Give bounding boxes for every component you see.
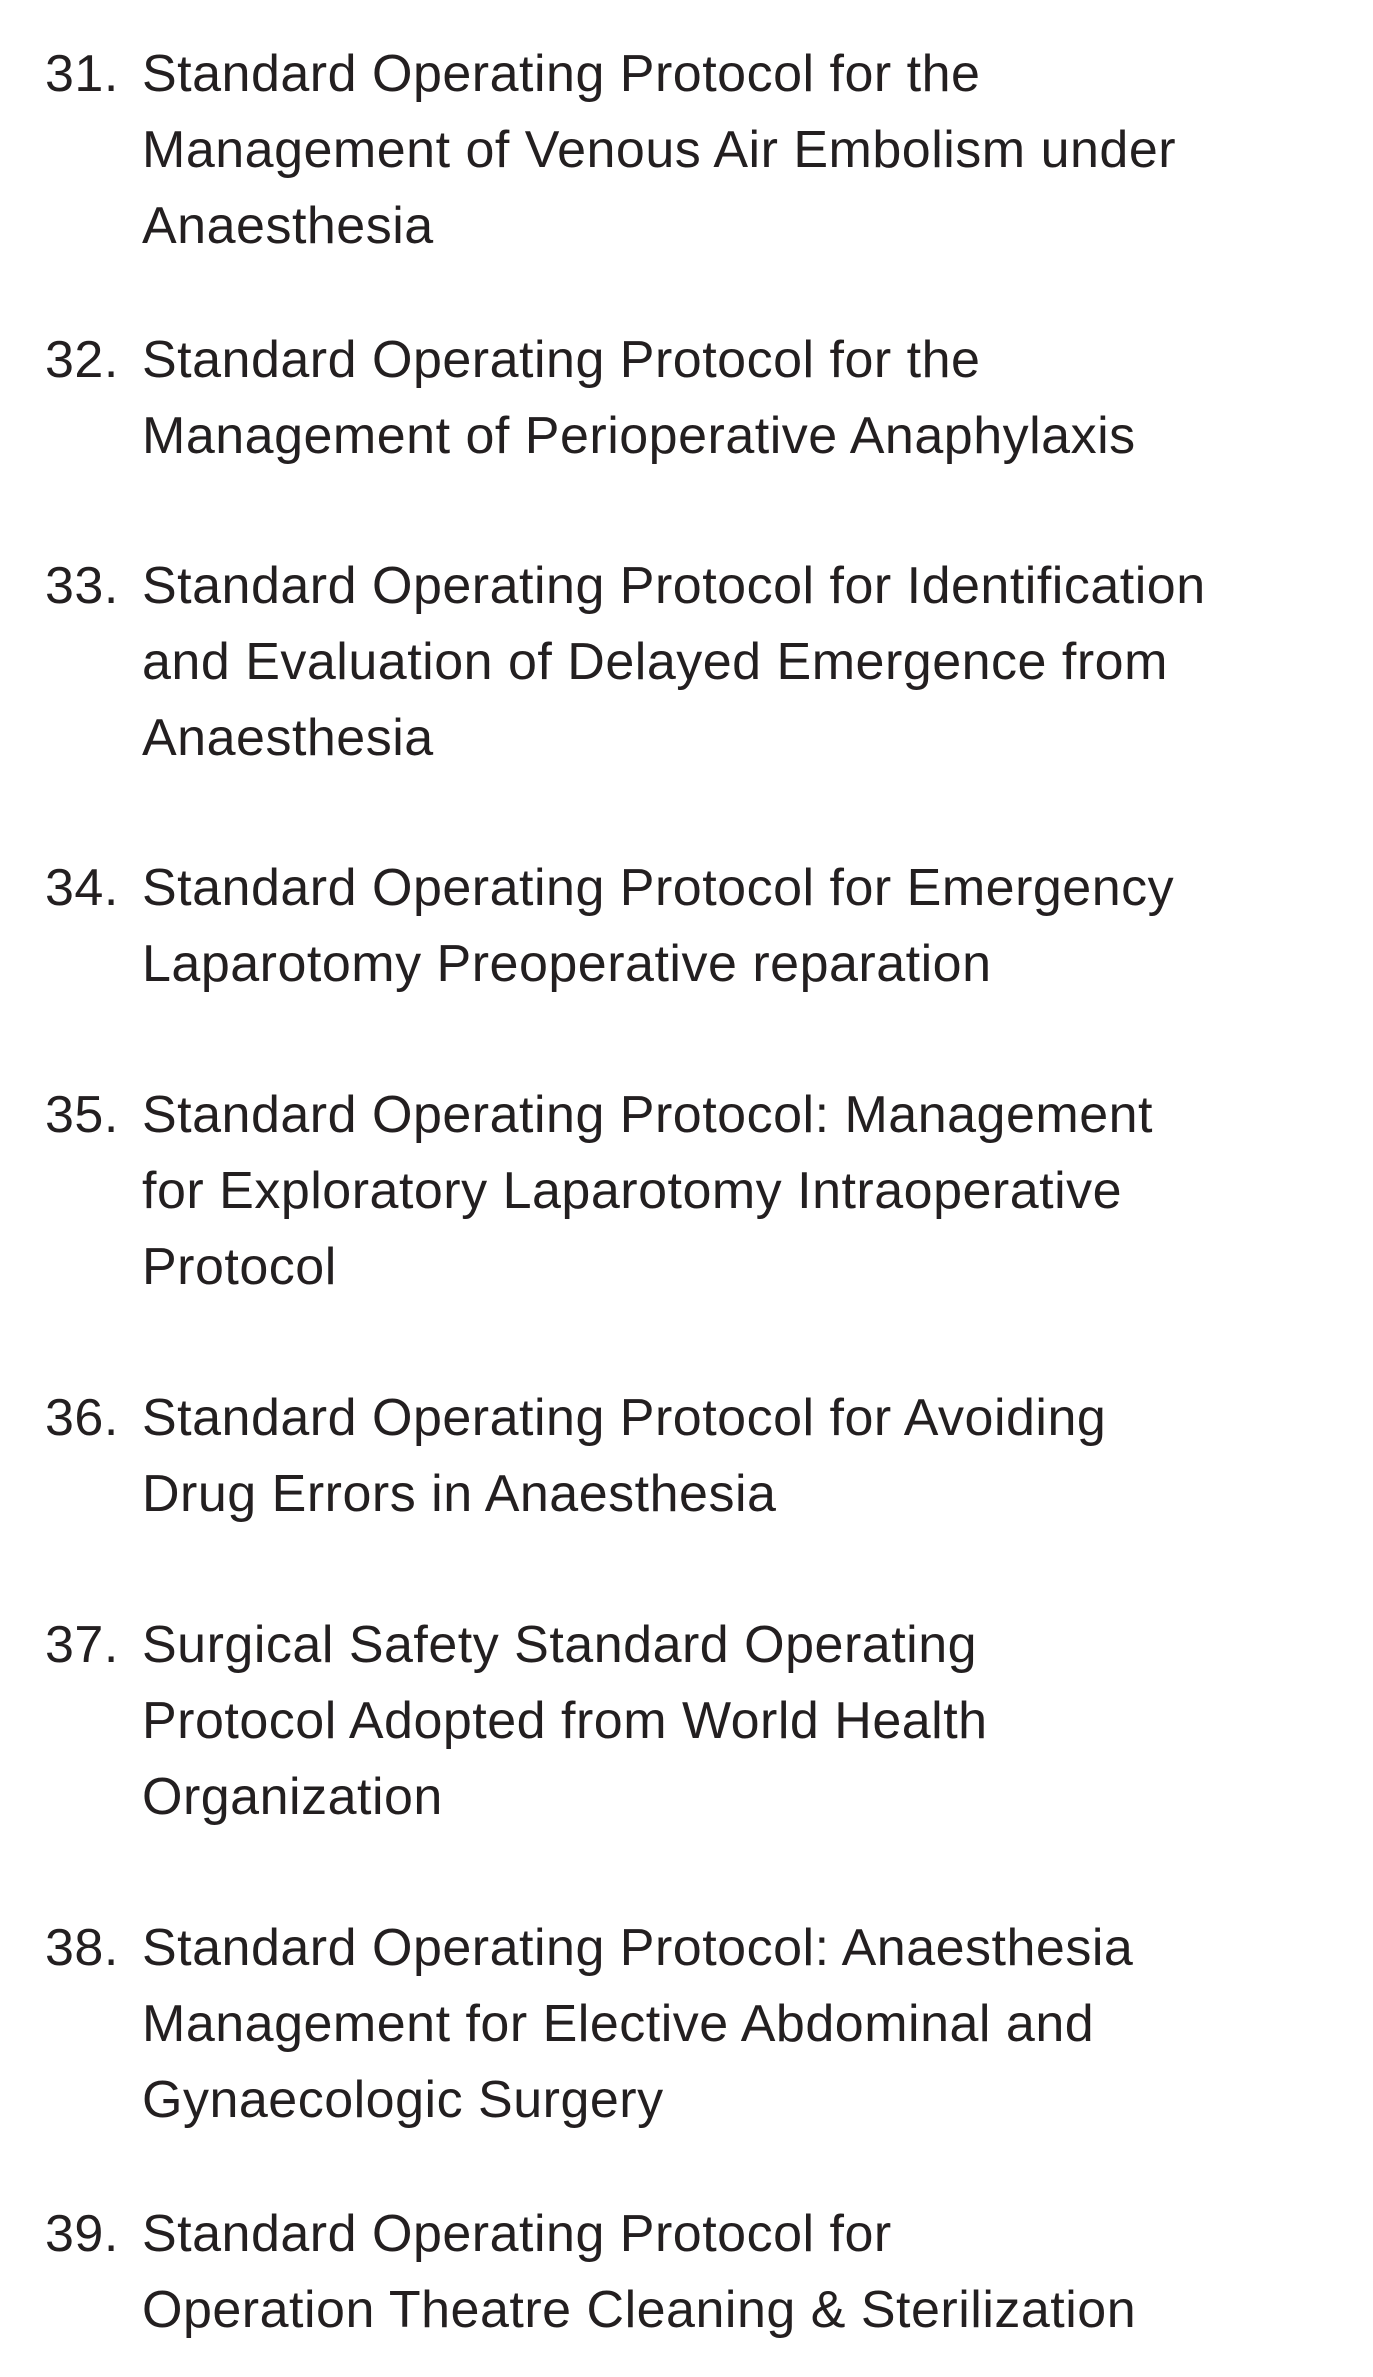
toc-item-title-line: Management for Elective Abdominal and xyxy=(142,1995,1095,2053)
toc-item-title-line: and Evaluation of Delayed Emergence from xyxy=(142,633,1168,691)
toc-item-number: 38. xyxy=(45,1919,119,1977)
toc-item-title-line: Laparotomy Preoperative reparation xyxy=(142,935,992,993)
toc-item-title-line: Standard Operating Protocol for the xyxy=(142,45,981,103)
toc-item-title-line: Anaesthesia xyxy=(142,197,434,255)
toc-item-title-line: Standard Operating Protocol for Identification xyxy=(142,557,1206,615)
toc-item-title-line: Gynaecologic Surgery xyxy=(142,2071,664,2129)
toc-item-number: 35. xyxy=(45,1086,119,1144)
toc-item-title-line: Standard Operating Protocol for Avoiding xyxy=(142,1389,1107,1447)
toc-item-title-line: Standard Operating Protocol for Emergency xyxy=(142,859,1175,917)
toc-item-title-line: for Exploratory Laparotomy Intraoperative xyxy=(142,1162,1123,1220)
toc-item-title-line: Drug Errors in Anaesthesia xyxy=(142,1465,777,1523)
toc-item-title-line: Standard Operating Protocol for xyxy=(142,2205,892,2263)
toc-item-title-line: Standard Operating Protocol for the xyxy=(142,331,981,389)
toc-item-title-line: Standard Operating Protocol: Management xyxy=(142,1086,1153,1144)
toc-item-title-line: Surgical Safety Standard Operating xyxy=(142,1616,978,1674)
toc-item-title-line: Organization xyxy=(142,1768,443,1826)
toc-item-title-line: Protocol xyxy=(142,1238,337,1296)
toc-item-number: 31. xyxy=(45,45,119,103)
toc-item-number: 33. xyxy=(45,557,119,615)
toc-item-number: 39. xyxy=(45,2205,119,2263)
toc-item-title-line: Anaesthesia xyxy=(142,709,434,767)
toc-item-title-line: Management of Venous Air Embolism under xyxy=(142,121,1177,179)
toc-item-title-line: Protocol Adopted from World Health xyxy=(142,1692,988,1750)
toc-item-number: 36. xyxy=(45,1389,119,1447)
toc-item-number: 32. xyxy=(45,331,119,389)
toc-item-number: 34. xyxy=(45,859,119,917)
toc-item-title-line: Standard Operating Protocol: Anaesthesia xyxy=(142,1919,1134,1977)
toc-item-title-line: Operation Theatre Cleaning & Sterilization xyxy=(142,2281,1137,2339)
toc-item-number: 37. xyxy=(45,1616,119,1674)
toc-item-title-line: Management of Perioperative Anaphylaxis xyxy=(142,407,1136,465)
